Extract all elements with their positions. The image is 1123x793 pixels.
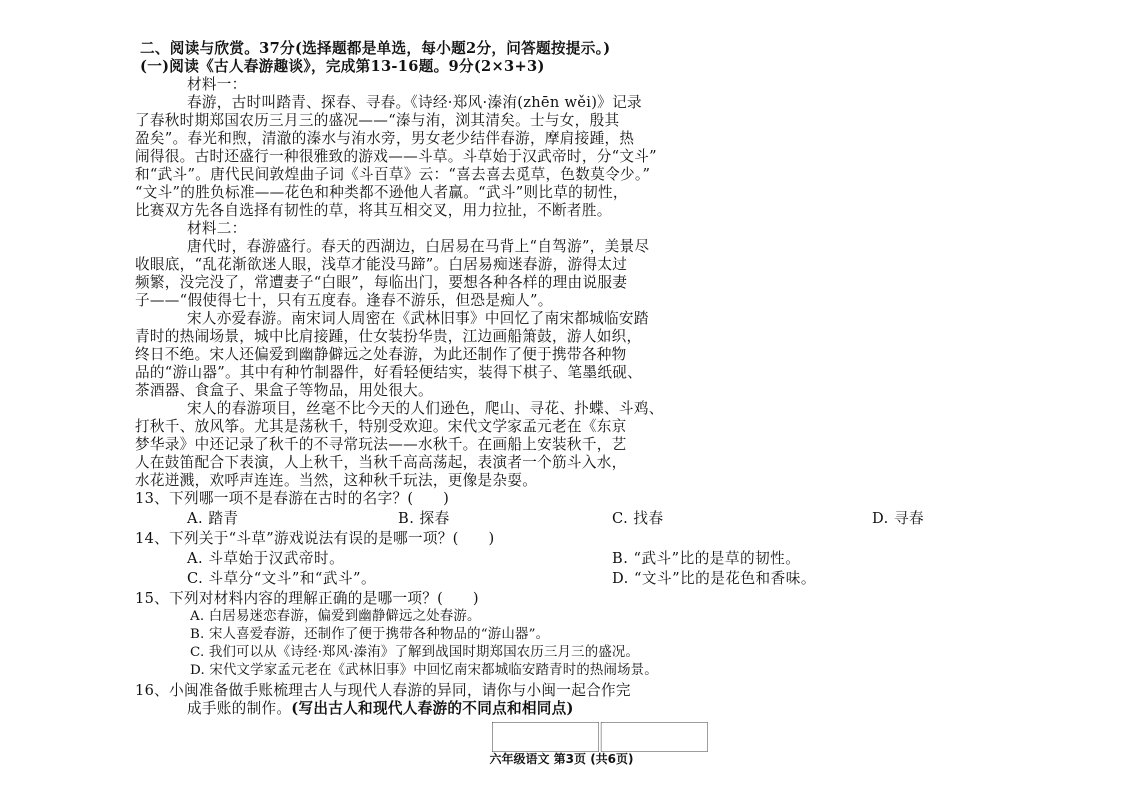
question-16-line2 [187, 700, 574, 718]
material1-label: 材料一： [187, 76, 247, 93]
question-15-stem: 15、下列对材料内容的理解正确的是哪一项？( ) [135, 590, 479, 607]
q15-option-d[interactable]: D. 宋代文学家孟元老在《武林旧事》中回忆南宋都城临安踏青时的热闹场景。 [190, 663, 658, 678]
material2-line: 人在鼓笛配合下表演，人上秋千，当秋千高高荡起，表演者一个筋斗入水， [135, 454, 627, 471]
material2-line: 宋人的春游项目，丝毫不比今天的人们逊色，爬山、寻花、扑蝶、斗鸡、 [187, 400, 664, 417]
material2-line: 梦华录》中还记录了秋千的不寻常玩法——水秋千。在画船上安装秋千，艺 [135, 436, 627, 453]
question-14-stem: 14、下列关于“斗草”游戏说法有误的是哪一项？( ) [135, 530, 495, 547]
q13-option-b[interactable]: B. 探春 [398, 510, 450, 527]
material2-line: 打秋千、放风筝。尤其是荡秋千，特别受欢迎。宋代文学家孟元老在《东京 [135, 418, 627, 435]
page-footer: 六年级语文 第3页 (共6页) [489, 752, 634, 766]
question-16-instruction: 成手账的制作。 [187, 700, 292, 717]
q14-option-a[interactable]: A. 斗草始于汉武帝时。 [187, 550, 345, 567]
material2-line: 宋人亦爱春游。南宋词人周密在《武林旧事》中回忆了南宋都城临安踏 [187, 310, 649, 327]
q13-option-d[interactable]: D. 寻春 [872, 510, 925, 527]
q14-option-c[interactable]: C. 斗草分“文斗”和“武斗”。 [187, 570, 377, 587]
material2-label: 材料二： [187, 220, 247, 237]
material1-line: 盈矣”。春光和煦，清澈的溱水与洧水旁，男女老少结伴春游，摩肩接踵，热 [135, 130, 635, 147]
q14-option-d[interactable]: D. “文斗”比的是花色和香味。 [612, 570, 816, 587]
question-13-stem: 13、下列哪一项不是春游在古时的名字？( ) [135, 490, 450, 507]
q13-option-a[interactable]: A. 踏青 [187, 510, 239, 527]
q15-option-a[interactable]: A. 白居易迷恋春游，偏爱到幽静僻远之处春游。 [190, 609, 481, 624]
q14-option-b[interactable]: B. “武斗”比的是草的韧性。 [612, 550, 801, 567]
question-16-hint: (写出古人和现代人春游的不同点和相同点) [291, 700, 574, 717]
material2-line: 唐代时，春游盛行。春天的西湖边，白居易在马背上“自驾游”，美景尽 [187, 238, 650, 255]
q15-option-c[interactable]: C. 我们可以从《诗经·郑风·溱洧》了解到战国时期郑国农历三月三的盛况。 [190, 645, 640, 660]
subsection-heading: (一)阅读《古人春游趣谈》，完成第13-16题。9分(2×3+3) [140, 58, 545, 75]
question-16-line1: 16、小闽准备做手账梳理古人与现代人春游的异同，请你与小闽一起合作完 [135, 682, 631, 699]
material2-line: 水花迸溅，欢呼声连连。当然，这种秋千玩法，更像是杂耍。 [135, 472, 538, 489]
material2-line: 青时的热闹场景，城中比肩接踵，仕女装扮华贵，江边画船箫鼓，游人如织， [135, 328, 642, 345]
material2-line: 茶酒器、食盒子、果盒子等物品，用处很大。 [135, 382, 433, 399]
material1-line: 比赛双方先各自选择有韧性的草，将其互相交叉，用力拉扯，不断者胜。 [135, 202, 612, 219]
section-heading: 二、阅读与欣赏。37分(选择题都是单选，每小题2分，问答题按提示。) [140, 40, 611, 57]
material2-line: 子——“假使得七十，只有五度春。逢春不游乐，但恐是痴人”。 [135, 292, 553, 309]
material1-line: 和“武斗”。唐代民间敦煌曲子词《斗百草》云：“喜去喜去觅草，色数莫令少。” [135, 166, 651, 183]
q15-option-b[interactable]: B. 宋人喜爱春游，还制作了便于携带各种物品的“游山器”。 [190, 627, 550, 642]
material1-line: 了春秋时期郑国农历三月三的盛况——“溱与洧，浏其清矣。士与女，殷其 [135, 112, 620, 129]
handbook-illustration [204, 722, 996, 752]
material2-line: 品的“游山器”。其中有种竹制器件，好看轻便结实，装得下棋子、笔墨纸砚、 [135, 364, 643, 381]
material1-line: 闹得很。古时还盛行一种很雅致的游戏——斗草。斗草始于汉武帝时，分“文斗” [135, 148, 657, 165]
q13-option-c[interactable]: C. 找春 [612, 510, 664, 527]
material2-line: 频繁，没完没了，常遭妻子“白眼”，每临出门，要想各种各样的理由说服妻 [135, 274, 628, 291]
material2-line: 收眼底，“乱花渐欲迷人眼，浅草才能没马蹄”。白居易痴迷春游，游得太过 [135, 256, 628, 273]
material1-line: 春游，古时叫踏青、探春、寻春。《诗经·郑风·溱洧(zhēn wěi)》记录 [187, 94, 642, 111]
material1-line: “文斗”的胜负标准——花色和种类都不逊他人者赢。“武斗”则比草的韧性， [135, 184, 628, 201]
material2-line: 终日不绝。宋人还偏爱到幽静僻远之处春游，为此还制作了便于携带各种物 [135, 346, 627, 363]
